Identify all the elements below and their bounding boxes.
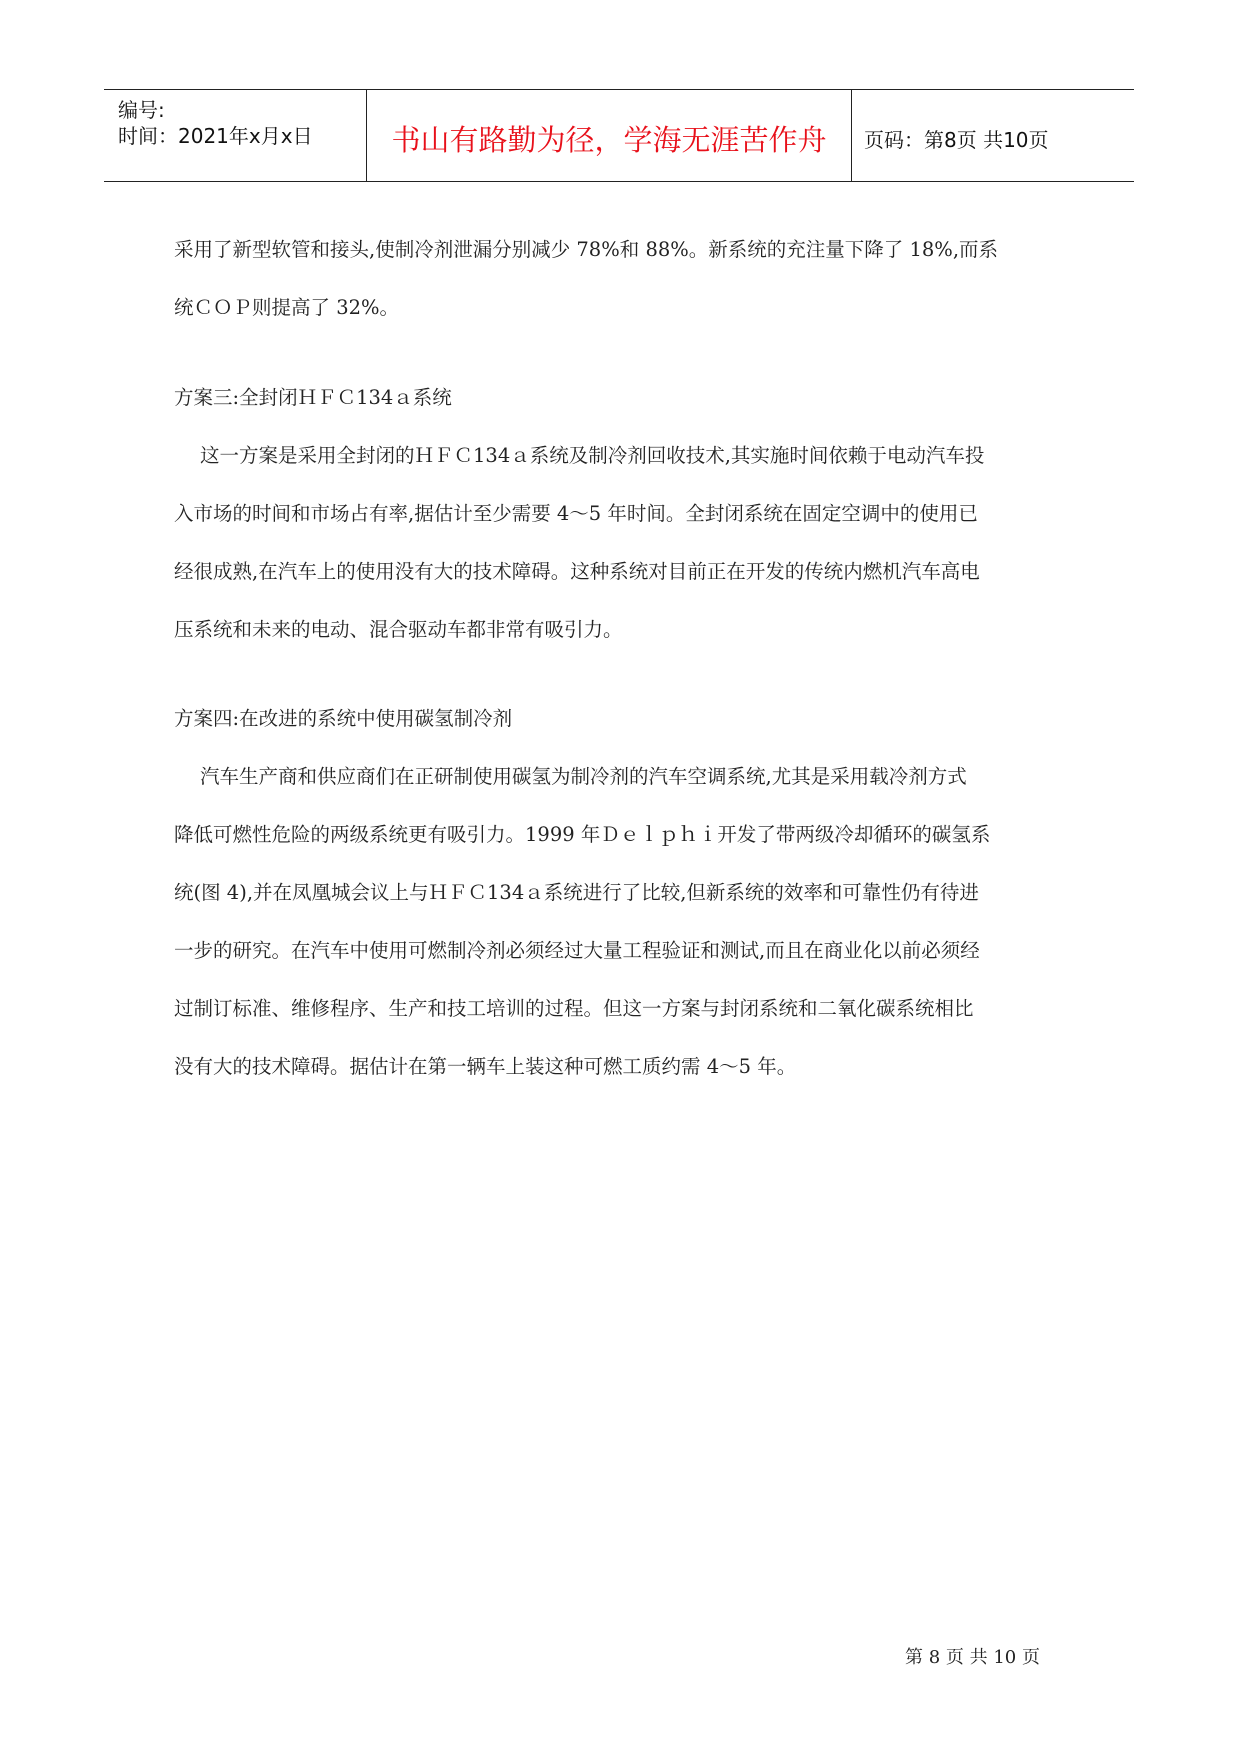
body-line: 采用了新型软管和接头,使制冷剂泄漏分别减少 78%和 88%。新系统的充注量下降了 18%,而系	[174, 238, 999, 261]
body-line: 汽车生产商和供应商们在正研制使用碳氢为制冷剂的汽车空调系统,尤其是采用载冷剂方式	[200, 765, 967, 788]
header-page-cell	[852, 90, 1134, 181]
body-line: 没有大的技术障碍。据估计在第一辆车上装这种可燃工质约需 4～5 年。	[174, 1055, 797, 1078]
date-label: 时间：2021年x月x日	[118, 124, 313, 148]
motto-text: 书山有路勤为径，学海无涯苦作舟	[391, 123, 827, 157]
section-heading-3: 方案三:全封闭ＨＦＣ134ａ系统	[174, 386, 452, 409]
body-line: 过制订标准、维修程序、生产和技工培训的过程。但这一方案与封闭系统和二氧化碳系统相比	[174, 997, 974, 1020]
page-footer: 第 8 页 共 10 页	[905, 1647, 1040, 1668]
header-motto-cell	[367, 90, 852, 181]
header-info-cell	[104, 90, 367, 181]
page-code-label: 页码：第8页 共10页	[864, 128, 1049, 152]
body-line: 这一方案是采用全封闭的ＨＦＣ134ａ系统及制冷剂回收技术,其实施时间依赖于电动汽车投	[200, 444, 985, 467]
serial-number-label: 编号:	[118, 98, 165, 122]
section-heading-4: 方案四:在改进的系统中使用碳氢制冷剂	[174, 707, 513, 730]
body-line: 一步的研究。在汽车中使用可燃制冷剂必须经过大量工程验证和测试,而且在商业化以前必须经	[174, 939, 980, 962]
body-line: 统ＣＯＰ则提高了 32%。	[174, 296, 400, 319]
body-line: 入市场的时间和市场占有率,据估计至少需要 4～5 年时间。全封闭系统在固定空调中的使用已	[174, 502, 978, 525]
document-header	[104, 89, 1134, 182]
body-line: 统(图 4),并在凤凰城会议上与ＨＦＣ134ａ系统进行了比较,但新系统的效率和可靠性仍有待进	[174, 881, 979, 904]
body-line: 经很成熟,在汽车上的使用没有大的技术障碍。这种系统对目前正在开发的传统内燃机汽车高电	[174, 560, 980, 583]
body-line: 降低可燃性危险的两级系统更有吸引力。1999 年Ｄｅｌｐｈｉ开发了带两级冷却循环的碳氢系	[174, 823, 991, 846]
body-line: 压系统和未来的电动、混合驱动车都非常有吸引力。	[174, 618, 623, 641]
